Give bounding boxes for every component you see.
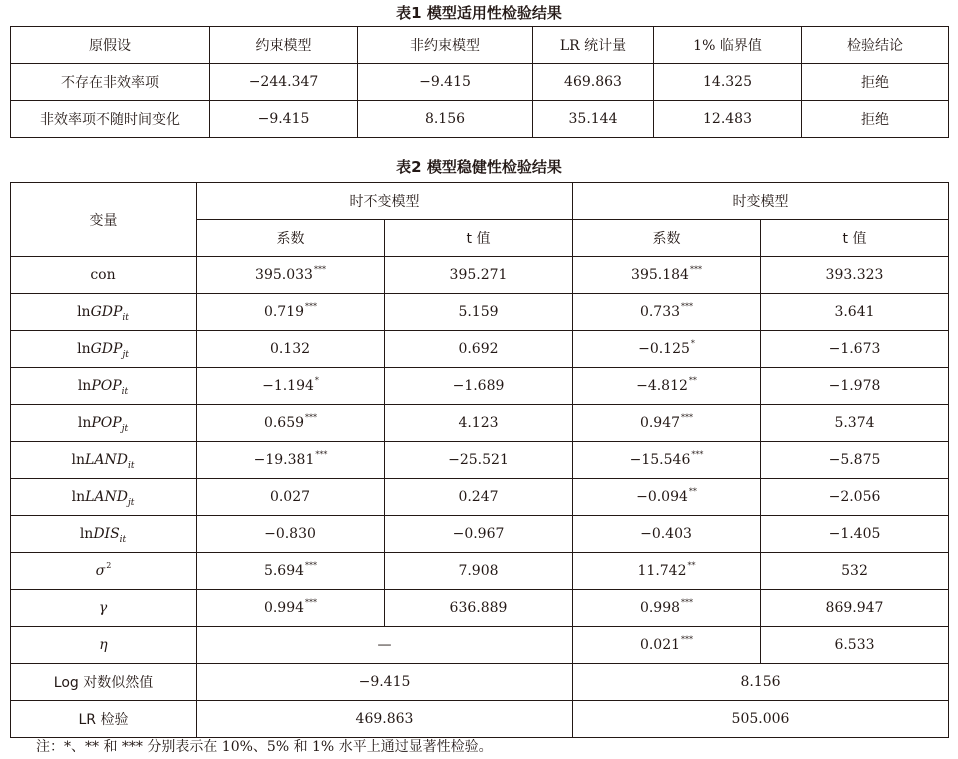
significance-stars: *** [681,635,694,644]
cell-varying-value: 505.006 [573,701,949,738]
cell-variable [11,442,197,479]
table-row [11,368,949,405]
variable-name: LAND [85,489,128,505]
variable-subscript: it [121,387,129,397]
cell-t-invariant: 7.908 [385,553,573,590]
lr-test-row [11,701,949,738]
table1-applicability-test [10,26,949,138]
cell-t-invariant: 5.159 [385,294,573,331]
table-row [11,405,949,442]
coefficient-value: 0.719 [263,304,305,320]
cell-coef-varying [573,553,761,590]
significance-stars: * [314,376,319,385]
significance-stars: *** [691,450,704,459]
variable-prefix: ln [71,489,86,505]
coefficient-value: −0.403 [640,526,692,542]
header-t-value: t 值 [761,220,949,257]
cell-varying-value: 8.156 [573,664,949,701]
variable-name: GDP [90,304,123,320]
variable-name: σ [95,563,106,579]
variable-prefix: ln [71,452,86,468]
cell-coef-invariant [197,257,385,294]
table-note: 注：*、** 和 *** 分别表示在 10%、5% 和 1% 水平上通过显著性检验。 [36,739,493,755]
cell-t-varying: −1.978 [761,368,949,405]
cell-hypothesis: 不存在非效率项 [11,64,210,101]
variable-subscript: it [119,535,127,545]
cell-variable [11,479,197,516]
header-coefficient: 系数 [197,220,385,257]
cell-row-label: LR 检验 [11,701,197,738]
cell-coef-invariant [197,405,385,442]
cell-variable [11,516,197,553]
significance-stars: *** [315,450,328,459]
coefficient-value: 0.994 [263,600,305,616]
cell-coef-invariant [197,294,385,331]
coefficient-value: 395.033 [255,267,313,283]
header-null-hypothesis: 原假设 [11,27,210,64]
cell-coef-invariant [197,516,385,553]
cell-coef-invariant [197,590,385,627]
header-time-varying-model: 时变模型 [573,183,949,220]
cell-t-varying: 393.323 [761,257,949,294]
cell-coef-invariant [197,368,385,405]
table-row [11,516,949,553]
coefficient-value: 0.132 [269,341,311,357]
variable-prefix: ln [77,378,92,394]
header-restricted-model: 约束模型 [210,27,358,64]
coefficient-value: −0.094 [636,489,688,505]
cell-variable [11,368,197,405]
header-conclusion: 检验结论 [802,27,949,64]
significance-stars: *** [305,413,318,422]
coefficient-value: −0.830 [264,526,316,542]
variable-subscript: jt [122,350,129,360]
variable-prefix: con [90,267,116,283]
variable-prefix: ln [79,526,94,542]
cell-t-varying: 3.641 [761,294,949,331]
cell-coef-varying [573,257,761,294]
coefficient-value: 11.742 [637,563,687,579]
variable-subscript: jt [121,424,129,434]
table-row [11,294,949,331]
table-row [11,590,949,627]
cell-row-label: Log 对数似然值 [11,664,197,701]
cell-coef-varying [573,479,761,516]
significance-stars: ** [688,487,697,496]
variable-subscript: it [127,461,135,471]
variable-prefix: ln [77,304,91,320]
cell-coef-invariant [197,442,385,479]
variable-prefix: ln [77,415,92,431]
significance-stars: *** [305,598,318,607]
cell-invariant-value: 469.863 [197,701,573,738]
cell-t-varying: −1.673 [761,331,949,368]
cell-t-invariant: 0.247 [385,479,573,516]
cell-coef-varying [573,294,761,331]
table-row [11,553,949,590]
significance-stars: *** [681,302,694,311]
cell-t-invariant: −1.689 [385,368,573,405]
table-row [11,64,949,101]
cell-critical: 12.483 [654,101,802,138]
cell-t-invariant: −25.521 [385,442,573,479]
coefficient-value: 0.027 [269,489,311,505]
table-row [11,442,949,479]
cell-eta-invariant: — [197,627,573,664]
significance-stars: *** [305,561,318,570]
header-coefficient: 系数 [573,220,761,257]
variable-name: η [99,637,108,653]
cell-restricted: −9.415 [210,101,358,138]
table1-caption: 表1 模型适用性检验结果 [396,4,562,22]
cell-lr: 35.144 [533,101,654,138]
cell-variable [11,405,197,442]
coefficient-value: 0.021 [639,637,681,653]
variable-name: GDP [90,341,123,357]
variable-name: LAND [85,452,128,468]
cell-t-varying: 869.947 [761,590,949,627]
header-critical-value: 1% 临界值 [654,27,802,64]
cell-t-invariant: 636.889 [385,590,573,627]
coefficient-value: −19.381 [253,452,315,468]
cell-t-invariant: −0.967 [385,516,573,553]
header-variable: 变量 [11,183,197,257]
cell-coef-varying [573,368,761,405]
coefficient-value: −1.194 [262,378,314,394]
cell-variable [11,590,197,627]
cell-hypothesis: 非效率项不随时间变化 [11,101,210,138]
coefficient-value: 0.733 [639,304,681,320]
cell-variable [11,257,197,294]
cell-coef-varying [573,331,761,368]
variable-subscript: it [122,313,129,323]
table2-header-row [11,183,949,220]
cell-t-invariant: 0.692 [385,331,573,368]
cell-variable [11,627,197,664]
coefficient-value: −0.125 [638,341,690,357]
cell-conclusion: 拒绝 [802,64,949,101]
coefficient-value: 5.694 [263,563,305,579]
cell-variable [11,331,197,368]
cell-t-varying: 6.533 [761,627,949,664]
coefficient-value: −4.812 [636,378,688,394]
coefficient-value: 0.947 [639,415,681,431]
variable-prefix: ln [77,341,91,357]
log-likelihood-row [11,664,949,701]
cell-t-varying: −2.056 [761,479,949,516]
cell-variable [11,553,197,590]
table-row [11,479,949,516]
table1-header-row [11,27,949,64]
significance-stars: *** [681,413,694,422]
significance-stars: *** [689,265,702,274]
cell-critical: 14.325 [654,64,802,101]
header-lr-statistic: LR 统计量 [533,27,654,64]
table2-robustness-test [10,182,949,738]
cell-coef-varying [573,516,761,553]
cell-t-invariant: 4.123 [385,405,573,442]
variable-name: POP [91,415,122,431]
cell-unrestricted: 8.156 [358,101,533,138]
significance-stars: *** [305,302,318,311]
header-unrestricted-model: 非约束模型 [358,27,533,64]
header-time-invariant-model: 时不变模型 [197,183,573,220]
cell-coef-varying [573,590,761,627]
cell-invariant-value: −9.415 [197,664,573,701]
cell-coef-varying [573,627,761,664]
cell-variable [11,294,197,331]
cell-lr: 469.863 [533,64,654,101]
cell-coef-invariant [197,553,385,590]
variable-superscript: 2 [106,561,112,570]
coefficient-value: 0.659 [263,415,305,431]
variable-name: DIS [93,526,120,542]
cell-t-varying: −5.875 [761,442,949,479]
variable-subscript: jt [127,498,135,508]
significance-stars: * [690,339,695,348]
table-row [11,101,949,138]
coefficient-value: 395.184 [631,267,689,283]
table-row [11,627,949,664]
table-row [11,257,949,294]
cell-coef-invariant [197,479,385,516]
cell-t-invariant: 395.271 [385,257,573,294]
cell-conclusion: 拒绝 [802,101,949,138]
cell-t-varying: 5.374 [761,405,949,442]
variable-name: POP [91,378,122,394]
cell-coef-invariant [197,331,385,368]
variable-name: γ [98,600,108,616]
cell-unrestricted: −9.415 [358,64,533,101]
cell-coef-varying [573,405,761,442]
cell-restricted: −244.347 [210,64,358,101]
significance-stars: ** [687,561,696,570]
significance-stars: *** [313,265,326,274]
cell-coef-varying [573,442,761,479]
coefficient-value: −15.546 [629,452,691,468]
cell-t-varying: −1.405 [761,516,949,553]
significance-stars: *** [681,598,694,607]
significance-stars: ** [688,376,697,385]
header-t-value: t 值 [385,220,573,257]
table2-caption: 表2 模型稳健性检验结果 [396,158,562,176]
table-row [11,331,949,368]
cell-t-varying: 532 [761,553,949,590]
coefficient-value: 0.998 [639,600,681,616]
